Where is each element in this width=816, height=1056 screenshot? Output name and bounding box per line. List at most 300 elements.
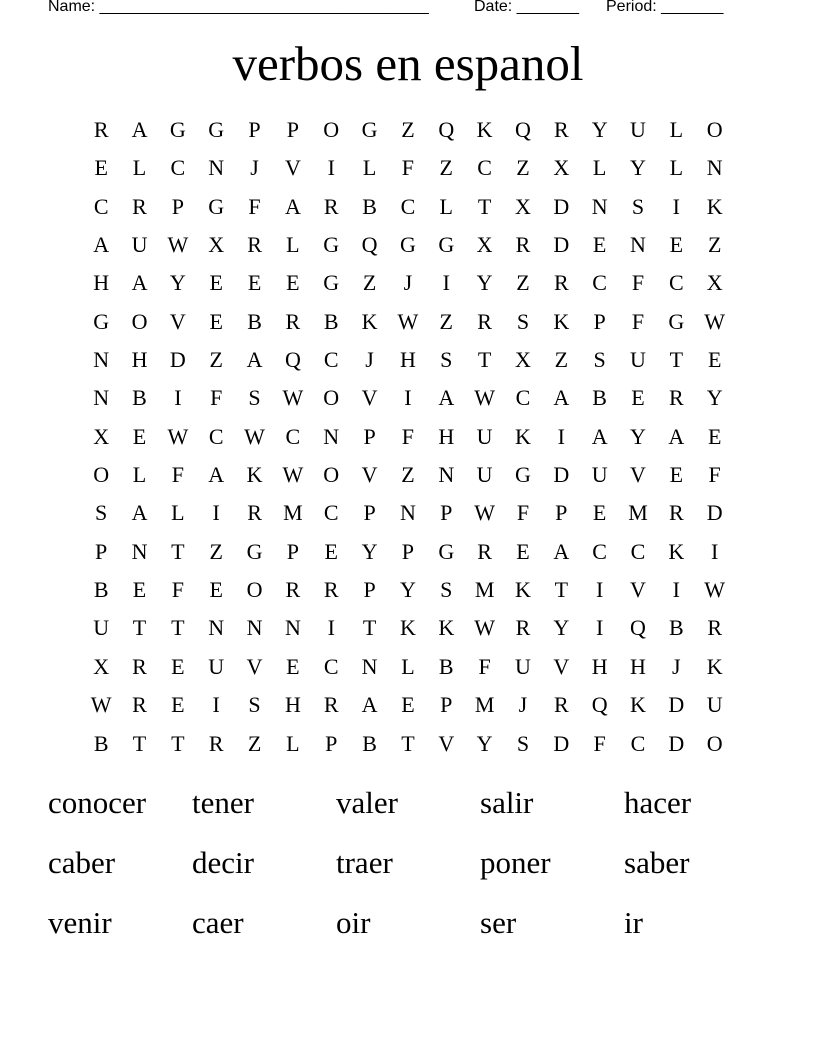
grid-letter: F: [708, 462, 721, 488]
grid-letter: V: [246, 653, 263, 679]
grid-row: [82, 533, 734, 571]
grid-letter: U: [706, 692, 723, 718]
grid-row: [82, 418, 734, 456]
grid-letter: N: [438, 462, 455, 488]
grid-letter: Q: [515, 117, 531, 142]
grid-letter: S: [248, 692, 261, 718]
grid-letter: G: [668, 308, 685, 334]
grid-letter: U: [476, 462, 493, 488]
grid-letter: B: [132, 385, 147, 411]
word-bank-item: saber: [624, 845, 690, 880]
grid-letter: N: [399, 500, 416, 526]
grid-letter: P: [593, 308, 606, 334]
grid-letter: T: [171, 615, 185, 641]
grid-letter: C: [592, 538, 607, 564]
grid-letter: W: [474, 615, 495, 641]
grid-row: [82, 188, 734, 226]
grid-letter: E: [171, 692, 185, 718]
grid-letter: G: [246, 538, 263, 564]
grid-letter: Z: [707, 232, 722, 258]
date-field: Date: _______: [474, 0, 579, 15]
grid-letter: N: [93, 347, 110, 373]
word-bank-row: [48, 778, 768, 838]
grid-letter: L: [171, 500, 185, 526]
grid-letter: T: [132, 730, 147, 756]
grid-letter: J: [365, 347, 374, 373]
word-bank-item: caber: [48, 845, 116, 880]
grid-letter: Y: [591, 117, 608, 142]
grid-letter: D: [668, 730, 685, 756]
grid-letter: H: [438, 423, 455, 449]
grid-letter: H: [399, 347, 416, 373]
grid-letter: N: [323, 423, 340, 449]
grid-letter: K: [668, 538, 685, 564]
grid-letter: Q: [361, 232, 378, 258]
word-bank: [48, 778, 768, 958]
grid-letter: C: [323, 500, 339, 526]
grid-letter: I: [212, 692, 220, 718]
grid-letter: A: [246, 347, 263, 373]
grid-letter: N: [131, 538, 148, 564]
grid-letter: H: [591, 653, 608, 679]
grid-letter: Z: [554, 347, 569, 373]
grid-letter: G: [515, 462, 531, 488]
grid-letter: P: [401, 538, 415, 564]
grid-letter: F: [401, 155, 415, 181]
grid-letter: Y: [630, 423, 646, 449]
grid-letter: R: [247, 500, 262, 526]
grid-letter: N: [284, 615, 301, 641]
grid-letter: C: [515, 385, 531, 411]
grid-letter: X: [476, 232, 493, 258]
grid-letter: W: [244, 423, 265, 449]
grid-letter: K: [706, 653, 723, 679]
grid-letter: R: [132, 653, 147, 679]
word-bank-item: tener: [192, 785, 254, 820]
name-field: Name: _____________________________________: [48, 0, 429, 15]
grid-row: [82, 456, 734, 494]
grid-letter: J: [672, 653, 681, 679]
word-bank-item: conocer: [48, 785, 147, 820]
grid-letter: R: [208, 730, 224, 756]
grid-letter: S: [440, 347, 453, 373]
grid-letter: I: [442, 270, 450, 296]
grid-letter: B: [93, 730, 109, 756]
grid-letter: G: [438, 232, 455, 258]
grid-row: [82, 226, 734, 264]
word-bank-item: poner: [480, 845, 551, 880]
grid-letter: Y: [476, 730, 493, 756]
grid-letter: B: [362, 730, 377, 756]
grid-letter: L: [132, 462, 147, 488]
grid-letter: E: [669, 232, 684, 258]
grid-letter: Y: [476, 270, 493, 296]
word-bank-item: ir: [624, 905, 643, 940]
grid-letter: K: [246, 462, 263, 488]
grid-letter: C: [208, 423, 224, 449]
grid-letter: A: [208, 462, 225, 488]
grid-letter: P: [555, 500, 568, 526]
grid-letter: U: [515, 653, 531, 679]
grid-letter: D: [553, 730, 570, 756]
grid-letter: G: [399, 232, 416, 258]
grid-letter: U: [591, 462, 608, 488]
grid-letter: E: [592, 232, 607, 258]
grid-letter: R: [707, 615, 723, 641]
grid-letter: I: [672, 193, 680, 219]
grid-letter: S: [516, 308, 530, 334]
word-bank-row: [48, 898, 768, 958]
grid-letter: Q: [630, 615, 646, 641]
grid-letter: N: [208, 615, 225, 641]
grid-letter: E: [669, 462, 684, 488]
grid-letter: T: [171, 538, 185, 564]
page-title: verbos en espanol: [232, 36, 584, 91]
grid-letter: N: [93, 385, 110, 411]
grid-letter: C: [323, 653, 339, 679]
grid-letter: R: [285, 577, 301, 603]
grid-letter: J: [403, 270, 413, 296]
grid-letter: N: [361, 653, 378, 679]
grid-letter: C: [477, 155, 492, 181]
grid-letter: O: [246, 577, 263, 603]
grid-letter: C: [630, 730, 646, 756]
grid-letter: A: [284, 193, 301, 219]
grid-letter: B: [247, 308, 262, 334]
grid-letter: H: [131, 347, 148, 373]
grid-letter: V: [438, 730, 455, 756]
grid-letter: R: [132, 193, 147, 219]
grid-letter: R: [477, 538, 492, 564]
grid-letter: G: [169, 117, 186, 142]
grid-letter: F: [401, 423, 415, 449]
grid-letter: M: [628, 500, 648, 526]
grid-letter: F: [478, 653, 491, 679]
grid-letter: F: [631, 270, 645, 296]
grid-letter: X: [515, 347, 531, 373]
word-bank-item: ser: [480, 905, 517, 940]
grid-letter: U: [630, 117, 646, 142]
grid-letter: Z: [247, 730, 262, 756]
grid-letter: F: [171, 577, 184, 603]
grid-row: [82, 494, 734, 532]
word-bank-item: hacer: [624, 785, 692, 820]
grid-letter: I: [404, 385, 412, 411]
grid-letter: W: [167, 232, 189, 258]
grid-letter: V: [630, 577, 646, 603]
grid-row: [82, 609, 734, 647]
grid-letter: C: [285, 423, 301, 449]
grid-letter: I: [212, 500, 220, 526]
grid-letter: I: [557, 423, 565, 449]
grid-letter: R: [553, 117, 569, 142]
grid-letter: K: [476, 117, 493, 142]
grid-letter: A: [553, 538, 570, 564]
grid-letter: N: [706, 155, 723, 181]
grid-letter: R: [247, 232, 262, 258]
grid-letter: A: [361, 692, 378, 718]
grid-letter: F: [631, 308, 645, 334]
grid-letter: K: [399, 615, 416, 641]
grid-letter: P: [440, 500, 453, 526]
grid-letter: V: [169, 308, 186, 334]
grid-letter: A: [93, 232, 110, 258]
grid-letter: T: [477, 193, 492, 219]
grid-letter: Y: [169, 270, 186, 296]
grid-letter: Y: [399, 577, 416, 603]
grid-letter: Z: [516, 155, 530, 181]
grid-letter: E: [132, 577, 147, 603]
grid-letter: V: [361, 385, 378, 411]
grid-letter: R: [668, 500, 684, 526]
grid-letter: F: [516, 500, 530, 526]
grid-letter: L: [362, 155, 377, 181]
grid-letter: R: [553, 692, 569, 718]
grid-letter: R: [93, 117, 109, 142]
grid-letter: L: [439, 193, 453, 219]
grid-letter: E: [286, 653, 300, 679]
grid-letter: D: [553, 462, 570, 488]
grid-row: [82, 379, 734, 417]
grid-letter: J: [250, 155, 259, 181]
word-search-grid: [82, 111, 734, 763]
grid-letter: T: [669, 347, 684, 373]
grid-letter: R: [553, 270, 569, 296]
grid-row: [82, 725, 734, 763]
grid-letter: B: [668, 615, 684, 641]
grid-letter: T: [171, 730, 185, 756]
grid-letter: V: [284, 155, 301, 181]
grid-letter: D: [668, 692, 685, 718]
grid-letter: E: [247, 270, 262, 296]
grid-letter: J: [518, 692, 528, 718]
grid-letter: Z: [209, 538, 223, 564]
grid-letter: Y: [553, 615, 570, 641]
grid-letter: O: [706, 730, 723, 756]
grid-letter: P: [440, 692, 453, 718]
grid-letter: H: [93, 270, 110, 296]
period-field: Period: _______: [606, 0, 724, 15]
grid-letter: O: [93, 462, 110, 488]
grid-letter: I: [595, 615, 604, 641]
grid-letter: V: [630, 462, 646, 488]
grid-row: [82, 571, 734, 609]
grid-letter: G: [361, 117, 378, 142]
grid-letter: O: [323, 462, 340, 488]
grid-letter: E: [209, 270, 223, 296]
grid-letter: R: [323, 577, 339, 603]
grid-letter: M: [474, 692, 495, 718]
grid-letter: E: [401, 692, 415, 718]
grid-letter: E: [132, 423, 147, 449]
word-bank-row: [48, 838, 768, 898]
grid-letter: E: [94, 155, 108, 181]
grid-letter: L: [669, 117, 684, 142]
grid-letter: R: [668, 385, 684, 411]
grid-letter: P: [363, 500, 376, 526]
grid-letter: E: [209, 577, 223, 603]
grid-letter: B: [362, 193, 377, 219]
grid-letter: P: [286, 538, 300, 564]
grid-letter: T: [401, 730, 415, 756]
grid-letter: F: [171, 462, 184, 488]
grid-letter: O: [323, 117, 340, 142]
grid-letter: A: [131, 270, 148, 296]
grid-letter: S: [248, 385, 261, 411]
grid-row: [82, 303, 734, 341]
grid-letter: Y: [630, 155, 646, 181]
grid-letter: B: [438, 653, 454, 679]
worksheet-header: [48, 0, 748, 20]
grid-letter: W: [474, 500, 495, 526]
grid-letter: M: [283, 500, 303, 526]
word-bank-item: venir: [48, 905, 112, 940]
grid-row: [82, 111, 734, 149]
grid-letter: Z: [516, 270, 530, 296]
grid-letter: C: [170, 155, 186, 181]
grid-row: [82, 149, 734, 187]
grid-letter: L: [401, 653, 415, 679]
grid-letter: P: [171, 193, 184, 219]
grid-letter: P: [95, 538, 108, 564]
grid-letter: D: [706, 500, 723, 526]
grid-letter: Q: [438, 117, 455, 142]
grid-letter: N: [208, 155, 225, 181]
grid-letter: L: [132, 155, 147, 181]
grid-row: [82, 264, 734, 302]
grid-letter: W: [282, 462, 304, 488]
word-bank-item: salir: [480, 785, 534, 820]
grid-letter: E: [171, 653, 185, 679]
grid-letter: U: [131, 232, 148, 258]
grid-letter: G: [323, 270, 340, 296]
grid-letter: C: [323, 347, 339, 373]
grid-letter: K: [361, 308, 378, 334]
grid-letter: R: [477, 308, 492, 334]
grid-letter: I: [327, 615, 335, 641]
grid-letter: C: [592, 270, 607, 296]
grid-letter: C: [400, 193, 416, 219]
grid-letter: O: [131, 308, 148, 334]
grid-letter: E: [209, 308, 223, 334]
grid-letter: A: [438, 385, 455, 411]
grid-letter: Z: [209, 347, 223, 373]
grid-letter: E: [592, 500, 607, 526]
grid-letter: B: [323, 308, 339, 334]
grid-letter: I: [711, 538, 719, 564]
grid-letter: H: [630, 653, 646, 679]
grid-letter: E: [707, 423, 722, 449]
grid-letter: S: [631, 193, 645, 219]
grid-letter: C: [93, 193, 109, 219]
grid-letter: A: [591, 423, 608, 449]
grid-letter: F: [210, 385, 223, 411]
grid-letter: I: [672, 577, 680, 603]
grid-letter: Y: [706, 385, 723, 411]
grid-letter: Q: [591, 692, 608, 718]
grid-letter: P: [286, 117, 300, 142]
grid-letter: S: [95, 500, 108, 526]
grid-letter: R: [515, 232, 531, 258]
grid-letter: G: [93, 308, 110, 334]
grid-letter: P: [363, 577, 376, 603]
grid-letter: P: [363, 423, 376, 449]
grid-letter: I: [327, 155, 335, 181]
grid-letter: U: [93, 615, 110, 641]
grid-letter: R: [323, 692, 339, 718]
word-bank-item: valer: [336, 785, 398, 820]
grid-letter: L: [286, 730, 300, 756]
grid-letter: R: [285, 308, 301, 334]
grid-letter: U: [476, 423, 493, 449]
grid-letter: Z: [362, 270, 377, 296]
word-bank-item: oir: [336, 905, 371, 940]
grid-letter: X: [93, 423, 110, 449]
grid-letter: X: [93, 653, 110, 679]
grid-letter: G: [208, 193, 225, 219]
grid-letter: Q: [284, 347, 301, 373]
grid-letter: P: [325, 730, 338, 756]
grid-letter: R: [323, 193, 339, 219]
grid-letter: G: [208, 117, 225, 142]
grid-letter: Z: [401, 117, 415, 142]
grid-letter: F: [593, 730, 606, 756]
grid-letter: P: [248, 117, 261, 142]
grid-letter: A: [131, 117, 148, 142]
grid-letter: I: [595, 577, 604, 603]
grid-letter: S: [440, 577, 453, 603]
grid-letter: R: [132, 692, 147, 718]
grid-letter: G: [323, 232, 340, 258]
grid-letter: L: [592, 155, 607, 181]
grid-letter: N: [630, 232, 646, 258]
grid-letter: E: [516, 538, 530, 564]
grid-letter: V: [361, 462, 378, 488]
grid-letter: X: [208, 232, 225, 258]
grid-letter: L: [286, 232, 300, 258]
grid-letter: O: [323, 385, 340, 411]
grid-letter: D: [169, 347, 186, 373]
grid-letter: Z: [439, 155, 453, 181]
grid-letter: W: [90, 692, 112, 718]
grid-letter: A: [668, 423, 685, 449]
grid-letter: W: [167, 423, 189, 449]
grid-letter: K: [553, 308, 570, 334]
grid-letter: W: [704, 577, 726, 603]
grid-letter: O: [706, 117, 723, 142]
grid-row: [82, 341, 734, 379]
grid-letter: B: [93, 577, 109, 603]
grid-letter: T: [132, 615, 147, 641]
grid-letter: D: [553, 232, 570, 258]
grid-letter: C: [630, 538, 646, 564]
grid-letter: W: [397, 308, 419, 334]
grid-letter: D: [553, 193, 570, 219]
grid-letter: E: [324, 538, 338, 564]
grid-letter: I: [174, 385, 182, 411]
grid-letter: R: [515, 615, 531, 641]
grid-letter: L: [669, 155, 684, 181]
grid-letter: W: [704, 308, 726, 334]
grid-letter: U: [630, 347, 646, 373]
grid-letter: T: [477, 347, 492, 373]
grid-letter: E: [707, 347, 722, 373]
word-bank-item: decir: [192, 845, 254, 880]
grid-letter: N: [246, 615, 263, 641]
grid-letter: S: [516, 730, 530, 756]
grid-letter: T: [362, 615, 377, 641]
grid-row: [82, 686, 734, 724]
